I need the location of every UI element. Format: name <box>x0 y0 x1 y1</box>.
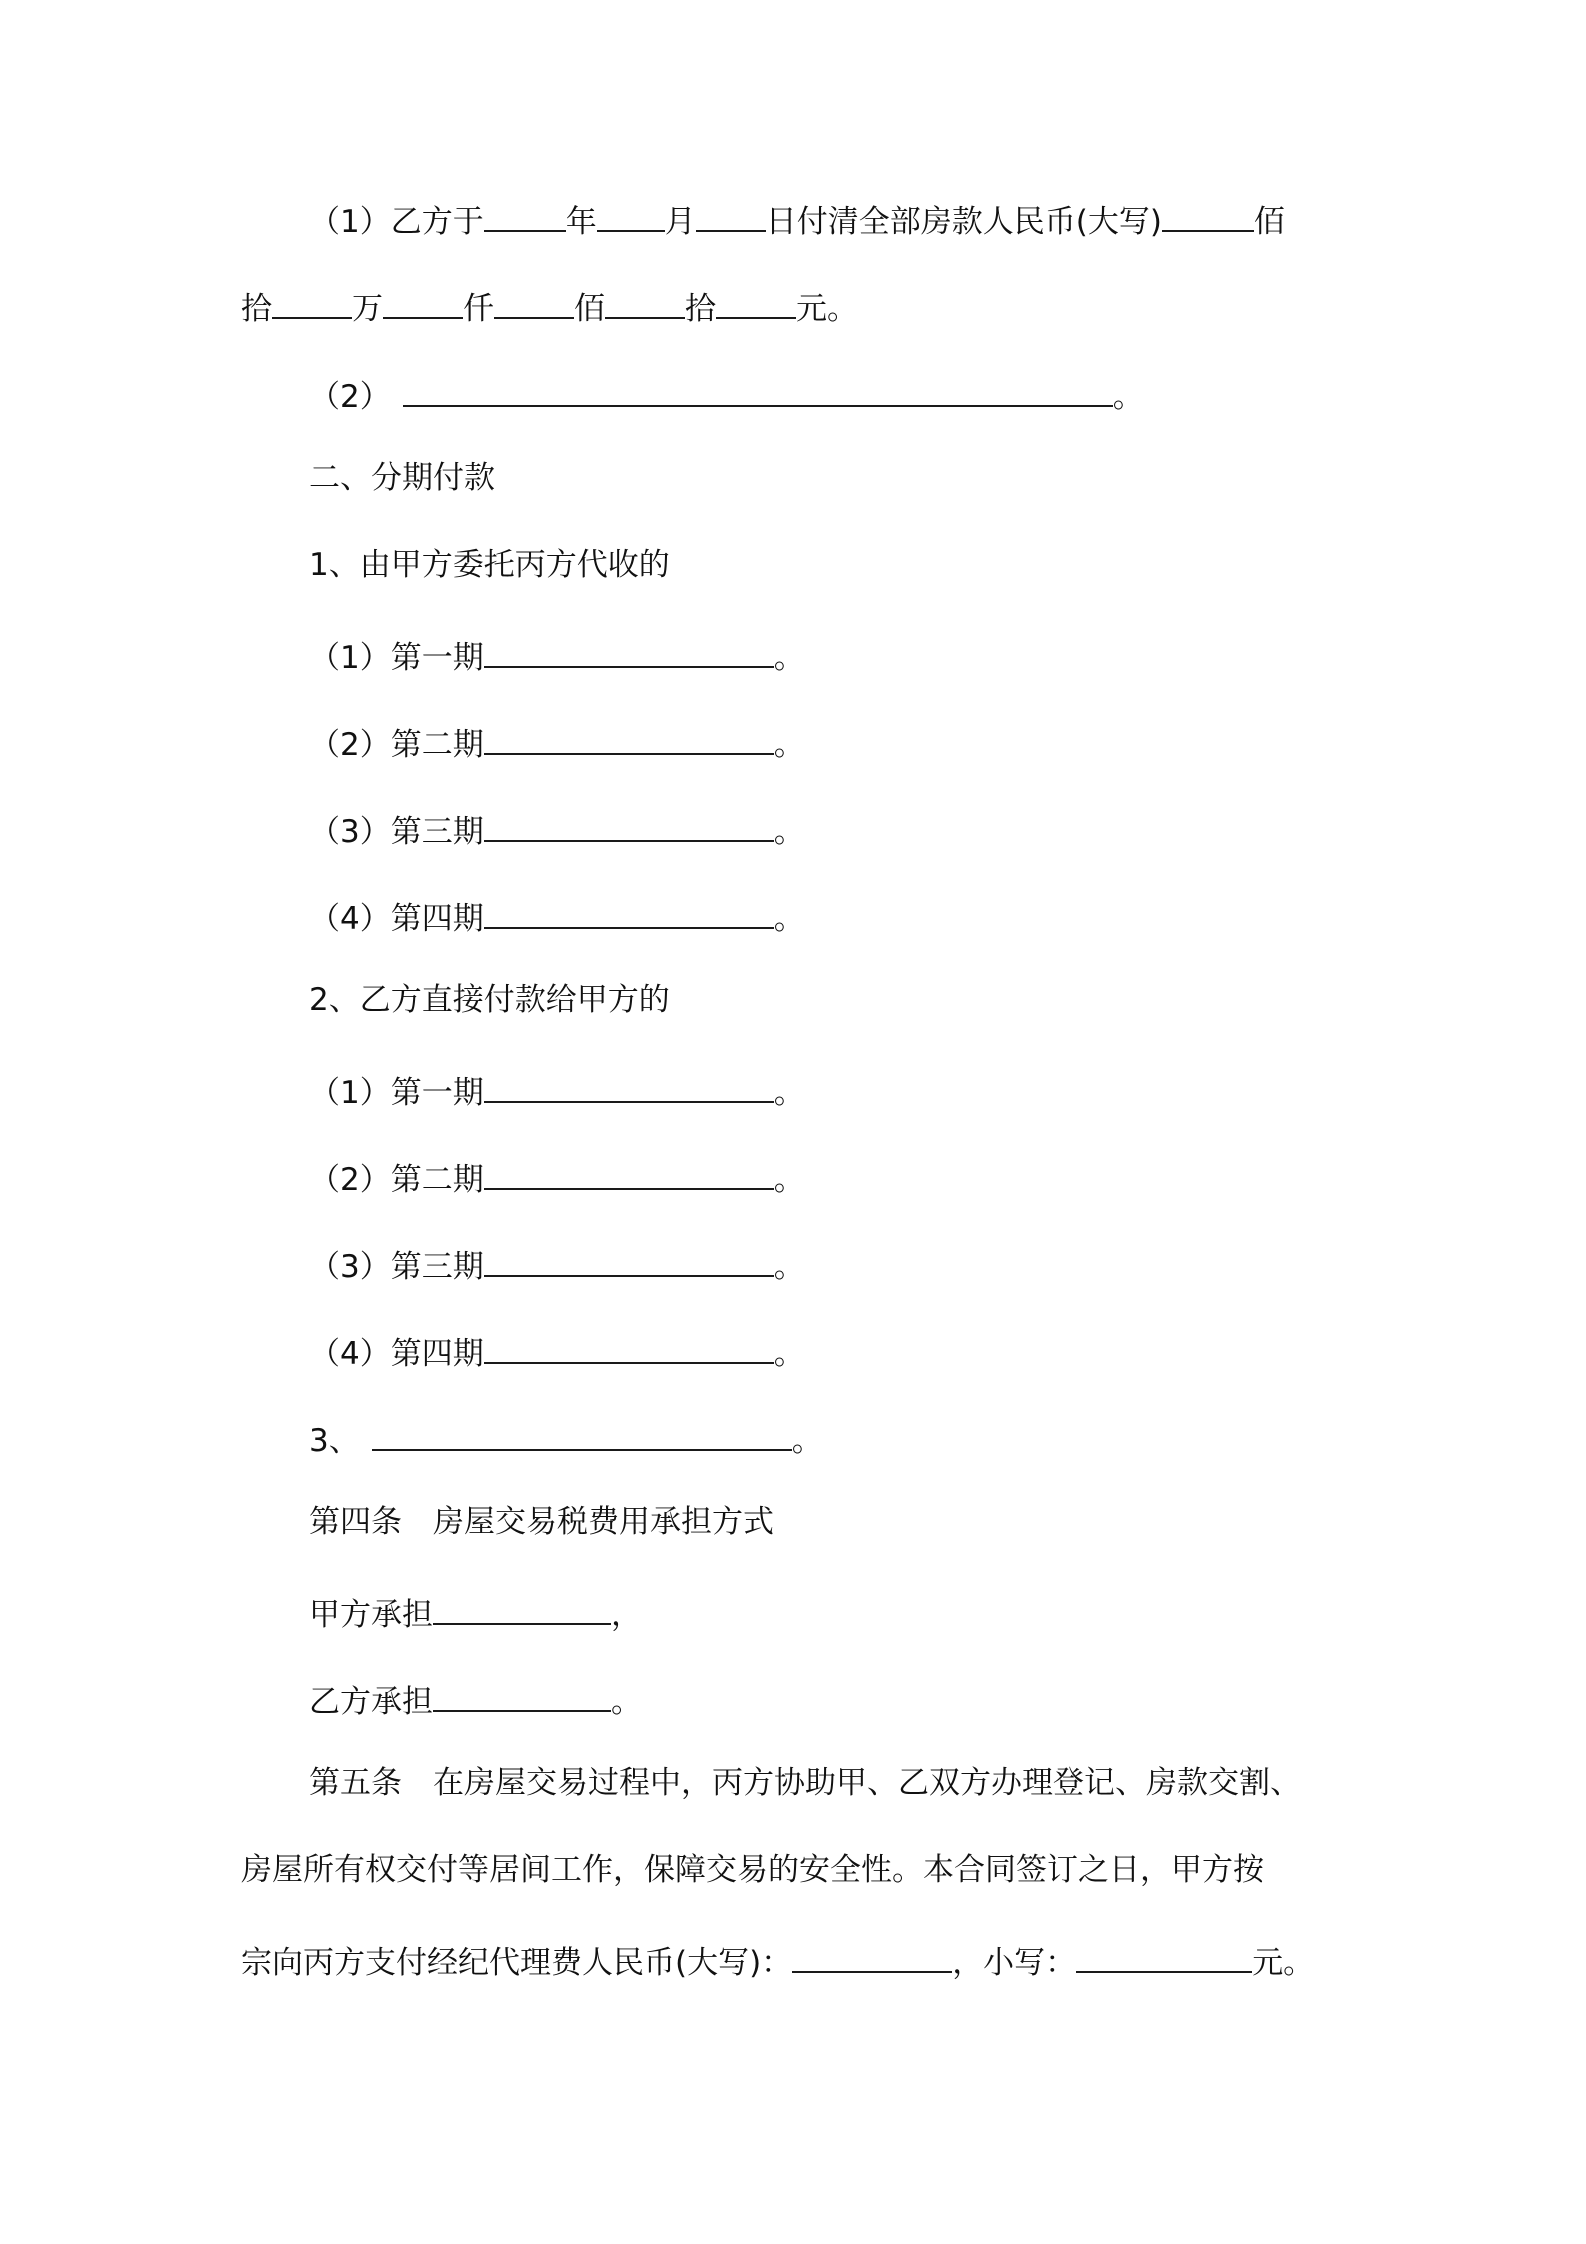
party-a-label: 甲方承担 <box>309 1597 433 1633</box>
group-2-item-3 <box>309 1239 805 1283</box>
hundred-million-blank[interactable] <box>1162 194 1254 232</box>
hundred-blank[interactable] <box>605 281 685 319</box>
agency-fee-capital-blank[interactable] <box>792 1935 952 1973</box>
group-1-item-3-blank[interactable] <box>484 804 774 842</box>
item-2-line <box>309 369 1144 413</box>
group-1-title: 1、由甲方委托丙方代收的 <box>309 547 670 583</box>
day-blank[interactable] <box>696 194 766 232</box>
group-2-item-3-end: 。 <box>773 1249 805 1285</box>
group-1-item-4-label: （4）第四期 <box>309 901 484 937</box>
item-2-label: （2） <box>309 379 391 415</box>
bai-label-2: 佰 <box>574 291 605 327</box>
qian-label: 仟 <box>463 291 494 327</box>
group-2-item-4 <box>309 1326 805 1370</box>
item-2-blank[interactable] <box>403 369 1113 407</box>
article-4-title: 第四条 房屋交易税费用承担方式 <box>309 1504 774 1540</box>
group-1-item-1-blank[interactable] <box>484 630 774 668</box>
group-1-item-1-label: （1）第一期 <box>309 640 484 676</box>
article-5-line-2: 房屋所有权交付等居间工作，保障交易的安全性。本合同签订之日，甲方按 <box>241 1852 1264 1888</box>
article-5-line-1: 第五条 在房屋交易过程中，丙方协助甲、乙双方办理登记、房款交割、 <box>309 1765 1301 1801</box>
item-2-end: 。 <box>1112 379 1144 415</box>
installment-heading: 二、分期付款 <box>309 460 495 496</box>
item-3-end: 。 <box>791 1423 823 1459</box>
wan-label: 万 <box>352 291 383 327</box>
item-3-label: 3、 <box>309 1423 360 1459</box>
party-b-blank[interactable] <box>433 1674 611 1712</box>
ten-million-blank[interactable] <box>272 281 352 319</box>
article-5-line-3 <box>241 1935 1314 1979</box>
day-and-amount-label: 日付清全部房款人民币(大写) <box>765 204 1162 240</box>
full-payment-line-2 <box>241 281 858 325</box>
month-label: 月 <box>664 204 696 240</box>
agency-fee-number-blank[interactable] <box>1076 1935 1252 1973</box>
group-1-item-3-end: 。 <box>773 814 805 850</box>
group-1-item-1 <box>309 630 805 674</box>
ten-blank[interactable] <box>716 281 796 319</box>
bai-label: 佰 <box>1253 204 1285 240</box>
group-1-item-2-end: 。 <box>773 727 805 763</box>
full-payment-line-1 <box>309 194 1285 238</box>
item-3-line <box>309 1413 823 1457</box>
group-2-item-1-blank[interactable] <box>484 1065 774 1103</box>
group-1-item-3-label: （3）第三期 <box>309 814 484 850</box>
shi-label-2: 拾 <box>685 291 716 327</box>
party-a-line <box>309 1587 642 1631</box>
group-2-item-3-blank[interactable] <box>484 1239 774 1277</box>
group-2-item-1-end: 。 <box>773 1075 805 1111</box>
group-2-item-2-label: （2）第二期 <box>309 1162 484 1198</box>
group-1-item-2-label: （2）第二期 <box>309 727 484 763</box>
agency-fee-end: 元。 <box>1252 1945 1315 1981</box>
group-1-item-2-blank[interactable] <box>484 717 774 755</box>
group-2-item-1 <box>309 1065 805 1109</box>
group-2-item-4-end: 。 <box>773 1336 805 1372</box>
group-1-item-4 <box>309 891 805 935</box>
group-2-item-4-label: （4）第四期 <box>309 1336 484 1372</box>
group-2-title: 2、乙方直接付款给甲方的 <box>309 982 670 1018</box>
yuan-label: 元。 <box>796 291 858 327</box>
year-label: 年 <box>565 204 597 240</box>
group-2-item-2 <box>309 1152 805 1196</box>
group-1-item-3 <box>309 804 805 848</box>
thousand-blank[interactable] <box>494 281 574 319</box>
group-1-item-1-end: 。 <box>773 640 805 676</box>
agency-fee-lowercase-label: ，小写： <box>952 1945 1077 1981</box>
ten-thousand-blank[interactable] <box>383 281 463 319</box>
item-3-blank[interactable] <box>372 1413 792 1451</box>
party-b-line <box>309 1674 642 1718</box>
group-2-item-2-end: 。 <box>773 1162 805 1198</box>
group-2-item-1-label: （1）第一期 <box>309 1075 484 1111</box>
party-a-blank[interactable] <box>433 1587 611 1625</box>
group-2-item-2-blank[interactable] <box>484 1152 774 1190</box>
party-a-end: ， <box>611 1597 642 1633</box>
full-payment-prefix: （1）乙方于 <box>309 204 484 240</box>
group-2-item-3-label: （3）第三期 <box>309 1249 484 1285</box>
party-b-label: 乙方承担 <box>309 1684 433 1720</box>
group-1-item-2 <box>309 717 805 761</box>
agency-fee-prefix: 宗向丙方支付经纪代理费人民币(大写)： <box>241 1945 793 1981</box>
group-1-item-4-end: 。 <box>773 901 805 937</box>
group-1-item-4-blank[interactable] <box>484 891 774 929</box>
group-2-item-4-blank[interactable] <box>484 1326 774 1364</box>
party-b-end: 。 <box>611 1684 642 1720</box>
shi-label-1: 拾 <box>241 291 272 327</box>
month-blank[interactable] <box>597 194 665 232</box>
year-blank[interactable] <box>484 194 566 232</box>
